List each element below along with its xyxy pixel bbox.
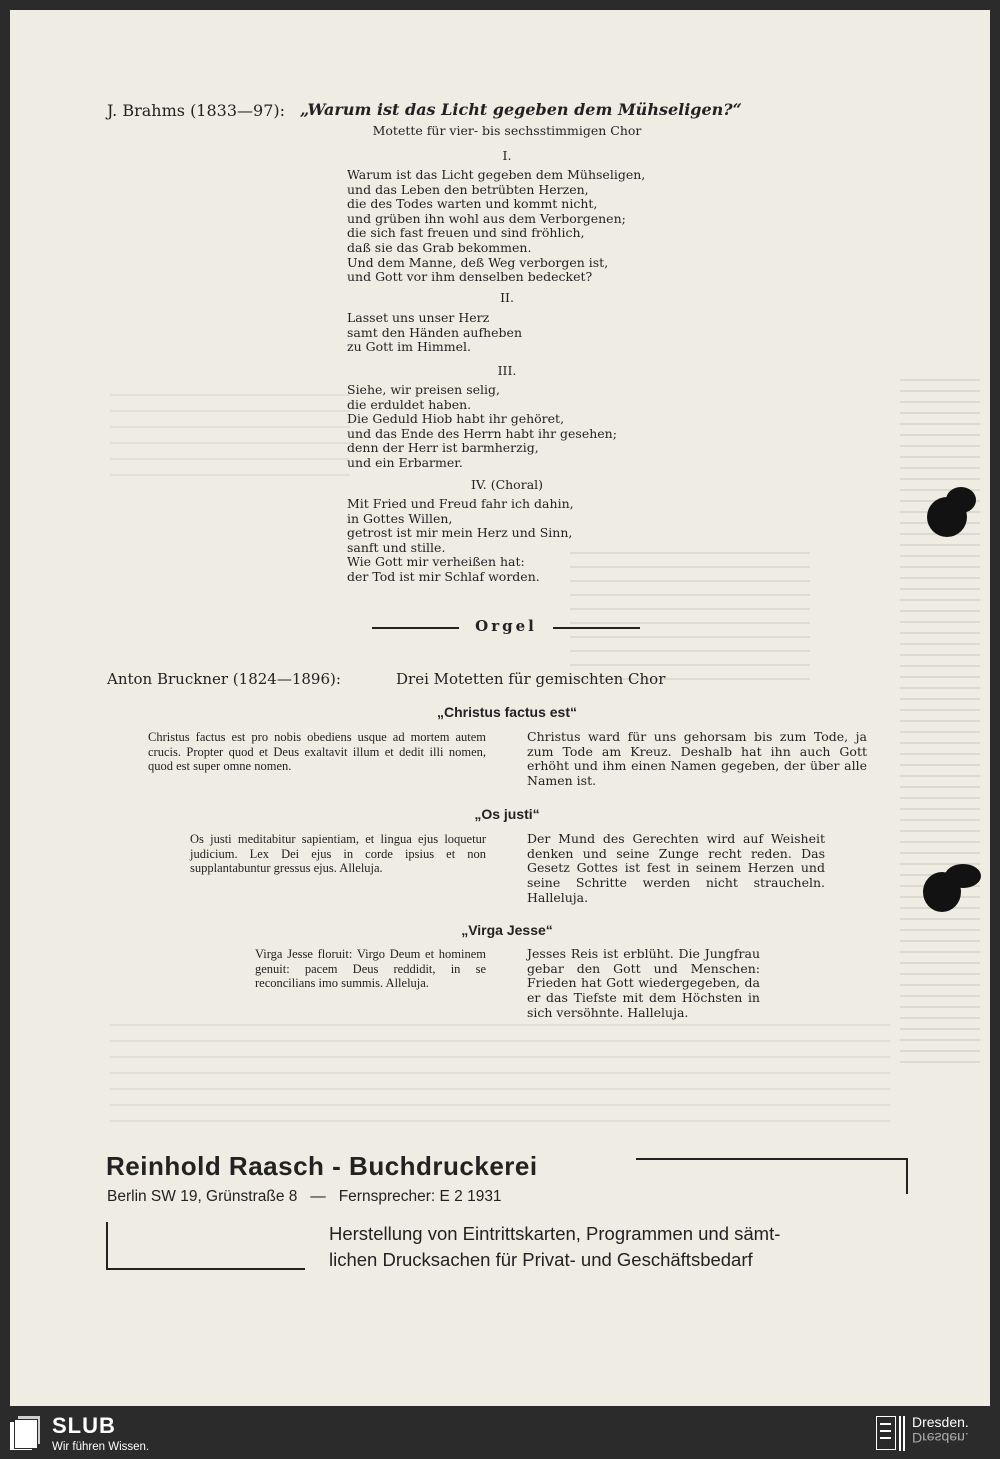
poem-line: Lasset uns unser Herz [347,310,490,325]
motet-latin-text: Os justi meditabitur sapientiam, et lingua ejus loquetur judicium. Lex Dei ejus in corde ipsius et non supplantabuntur gressus ejus. Alleluja. [190,832,486,876]
poem-line: Die Geduld Hiob habt ihr gehöret, [347,411,565,427]
poem-line: sanft und stille. [347,539,446,555]
punch-hole [945,864,981,888]
brahms-subtitle: Motette für vier- bis sechsstimmigen Chor [372,123,642,138]
poem-line: Und dem Manne, deß Weg verborgen ist, [347,254,609,270]
dresden-coat-of-arms-icon [876,1416,896,1450]
motet-latin-text: Virga Jesse floruit: Virgo Deum et hominem genuit: pacem Deus reddidit, in se reconcilians imo summis. Alleluja. [255,947,486,991]
poem-line: in Gottes Willen, [347,510,453,526]
poem-line: samt den Händen aufheben [347,324,522,340]
poem-line: daß sie das Grab bekommen. [347,239,532,255]
section-numeral: IV. (Choral) [470,477,544,492]
poem-line: die erduldet haben. [347,396,472,412]
poem-section-4 [347,497,574,585]
poem-line: Warum ist das Licht gegeben dem Mühseligen, [347,167,646,182]
poem-line: Mit Fried und Freud fahr ich dahin, [347,496,574,511]
ad-rule-left [106,1222,108,1270]
motet-title: „Virga Jesse“ [461,922,553,938]
footer-brand[interactable]: SLUB [52,1413,116,1438]
section-numeral: III. [497,363,517,378]
poem-line: getrost ist mir mein Herz und Sinn, [347,525,573,541]
printer-name: Reinhold Raasch - Buchdruckerei [106,1151,538,1181]
poem-line: und das Leben den betrübten Herzen, [347,181,589,197]
ad-rule-right [906,1158,908,1194]
ad-rule-top [636,1158,908,1160]
motet-german-text: Jesses Reis ist erblüht. Die Jungfrau gebar den Gott und Menschen: Frieden hat Gott wiedergegeben, da er das Tiefste mit dem Höchsten in sich versöhnte. Halleluja. [527,946,760,1020]
orgel-heading: Orgel [475,617,537,635]
footer-tagline: Wir führen Wissen. [52,1441,150,1453]
printer-services-line1: Herstellung von Eintrittskarten, Programmen und sämt- [329,1223,781,1244]
motet-latin-text: Christus factus est pro nobis obediens usque ad mortem autem crucis. Propter quod et Deus exaltavit illum et dedit illi nomen, quod est super omne nomen. [148,730,486,774]
brahms-composer: J. Brahms (1833—97): [107,101,286,120]
dresden-logo-mirror: Dresden. [912,1430,969,1446]
poem-line: und grüben ihn wohl aus dem Verborgenen; [347,210,626,226]
motet-german-text: Christus ward für uns gehorsam bis zum Tode, ja zum Tode am Kreuz. Deshalb hat ihn auch Gott erhöht und ihm einen Namen gegeben, der über alle Namen ist. [527,729,867,789]
motet-german-text: Der Mund des Gerechten wird auf Weisheit denken und seine Zunge recht reden. Das Gesetz Gottes ist fest in seinem Herzen und seine Schritte werden nicht straucheln. Halleluja. [527,831,825,905]
poem-line: und das Ende des Herrn habt ihr gesehen; [347,425,617,441]
bleed-through-texture [110,1010,890,1130]
poem-section-1 [347,168,645,285]
bleed-through-texture [570,540,810,680]
poem-line: zu Gott im Himmel. [347,339,471,355]
poem-line: und Gott vor ihm denselben bedecket? [347,269,593,285]
poem-line: und ein Erbarmer. [347,454,463,470]
punch-hole [946,487,976,513]
poem-line: der Tod ist mir Schlaf worden. [347,568,540,584]
bleed-through-texture [900,370,980,1070]
motet-title: „Os justi“ [474,806,540,822]
dresden-logo-text[interactable]: Dresden. [912,1414,969,1430]
printer-services-line2: lichen Drucksachen für Privat- und Geschäftsbedarf [329,1249,753,1270]
slub-logo-icon [10,1416,40,1452]
section-numeral: I. [502,148,512,163]
bleed-through-texture [110,380,350,490]
poem-line: Siehe, wir preisen selig, [347,382,500,397]
poem-section-3 [347,383,617,471]
poem-line: denn der Herr ist barmherzig, [347,440,539,456]
printer-address: Berlin SW 19, Grünstraße 8 — Fernsprecher: E 2 1931 [107,1188,502,1205]
poem-section-2 [347,311,522,355]
dresden-logo-bars-icon [899,1416,908,1451]
section-numeral: II. [500,290,514,305]
bruckner-title: Drei Motetten für gemischten Chor [396,670,666,688]
poem-line: Wie Gott mir verheißen hat: [347,554,525,570]
poem-line: die des Todes warten und kommt nicht, [347,196,598,212]
brahms-title: „Warum ist das Licht gegeben dem Mühseligen?“ [300,100,742,119]
ad-rule-bottom [106,1268,305,1270]
poem-line: die sich fast freuen und sind fröhlich, [347,225,585,241]
orgel-rule-right [553,627,640,629]
motet-title: „Christus factus est“ [436,704,578,720]
bruckner-composer: Anton Bruckner (1824—1896): [107,670,341,688]
footer-bar [0,1406,1000,1459]
orgel-rule-left [372,627,459,629]
